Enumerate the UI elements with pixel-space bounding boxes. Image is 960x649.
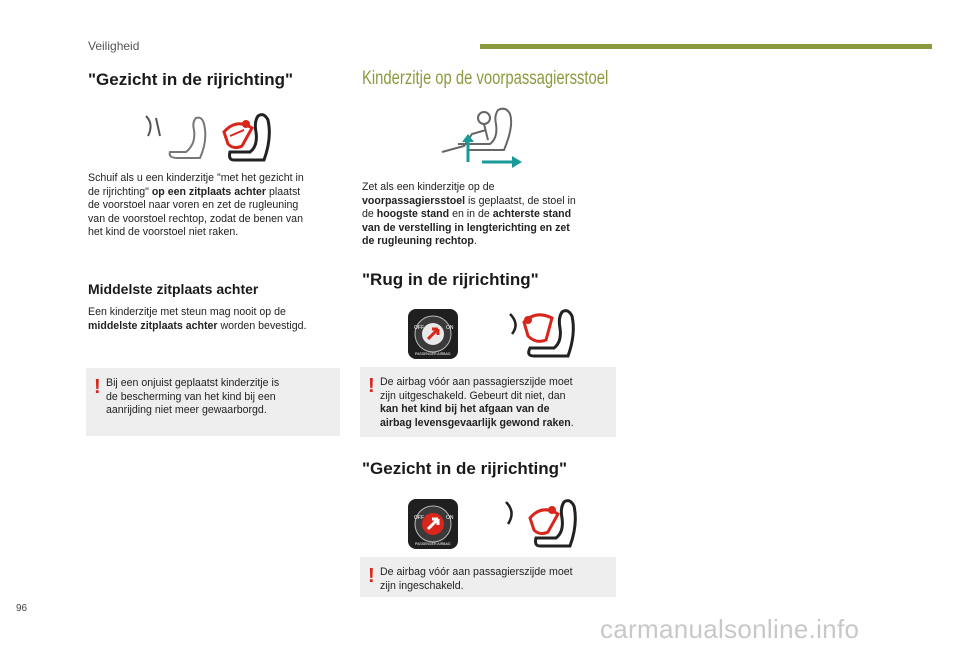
rear-warning-text: De airbag vóór aan passagierszijde moet zijn uitgeschakeld. Gebeurt dit niet, dan kan het kind bij het afgaan van de airbag levensgevaarlijk gewond raken. xyxy=(380,376,574,429)
left-paragraph-2: Een kinderzitje met steun mag nooit op de middelste zitplaats achter worden bevestigd. xyxy=(88,306,307,332)
front-warning-text: De airbag vóór aan passagierszijde moet zijn ingeschakeld. xyxy=(380,566,573,592)
forward-facing-rear-seat-icon xyxy=(138,110,278,166)
header-accent-bar xyxy=(480,44,932,49)
right-paragraph: Zet als een kinderzitje op de voorpassagiersstoel is geplaatst, de stoel in de hoogste stand en in de achterste stand van de verstelling in lengterichting en zet de rugleuning rechtop. xyxy=(362,181,576,248)
right-title: Kinderzitje op de voorpassagiersstoel xyxy=(362,68,609,89)
warning-icon: ! xyxy=(94,376,101,398)
switch-ring-label: PASSENGER AIRBAG xyxy=(415,542,451,546)
front-warning-box xyxy=(360,557,616,597)
switch-on-label: ON xyxy=(446,325,454,331)
watermark: carmanualsonline.info xyxy=(600,614,860,644)
switch-on-label: ON xyxy=(446,515,454,521)
rear-warning-box xyxy=(360,367,616,437)
warning-icon: ! xyxy=(368,565,375,587)
warning-icon: ! xyxy=(368,375,375,397)
left-warning-box xyxy=(86,368,340,436)
switch-off-label: OFF xyxy=(414,515,424,521)
seat-adjustment-icon xyxy=(428,106,528,174)
airbag-switch-off-icon xyxy=(408,309,458,359)
forward-facing-title: "Gezicht in de rijrichting" xyxy=(362,459,568,478)
switch-ring-label: PASSENGER AIRBAG xyxy=(415,352,451,356)
rear-facing-seat-icon xyxy=(506,306,578,362)
section-label: Veiligheid xyxy=(88,39,140,53)
left-title: "Gezicht in de rijrichting" xyxy=(88,70,294,89)
forward-facing-front-seat-icon xyxy=(500,494,580,552)
left-warning-text: Bij een onjuist geplaatst kinderzitje is de bescherming van het kind bij een aanrijding niet meer gewaarborgd. xyxy=(106,377,280,417)
airbag-switch-on-icon xyxy=(408,499,458,549)
left-paragraph-1: Schuif als u een kinderzitje "met het gezicht in de rijrichting" op een zitplaats achter plaatst de voorstoel naar voren en zet de rugleuning van de voorstoel rechtop, zodat de benen van het kind de voorstoel niet raken. xyxy=(88,172,304,239)
page-number: 96 xyxy=(16,603,28,614)
rear-facing-title: "Rug in de rijrichting" xyxy=(362,270,539,289)
left-subtitle: Middelste zitplaats achter xyxy=(88,281,259,297)
switch-off-label: OFF xyxy=(414,325,424,331)
